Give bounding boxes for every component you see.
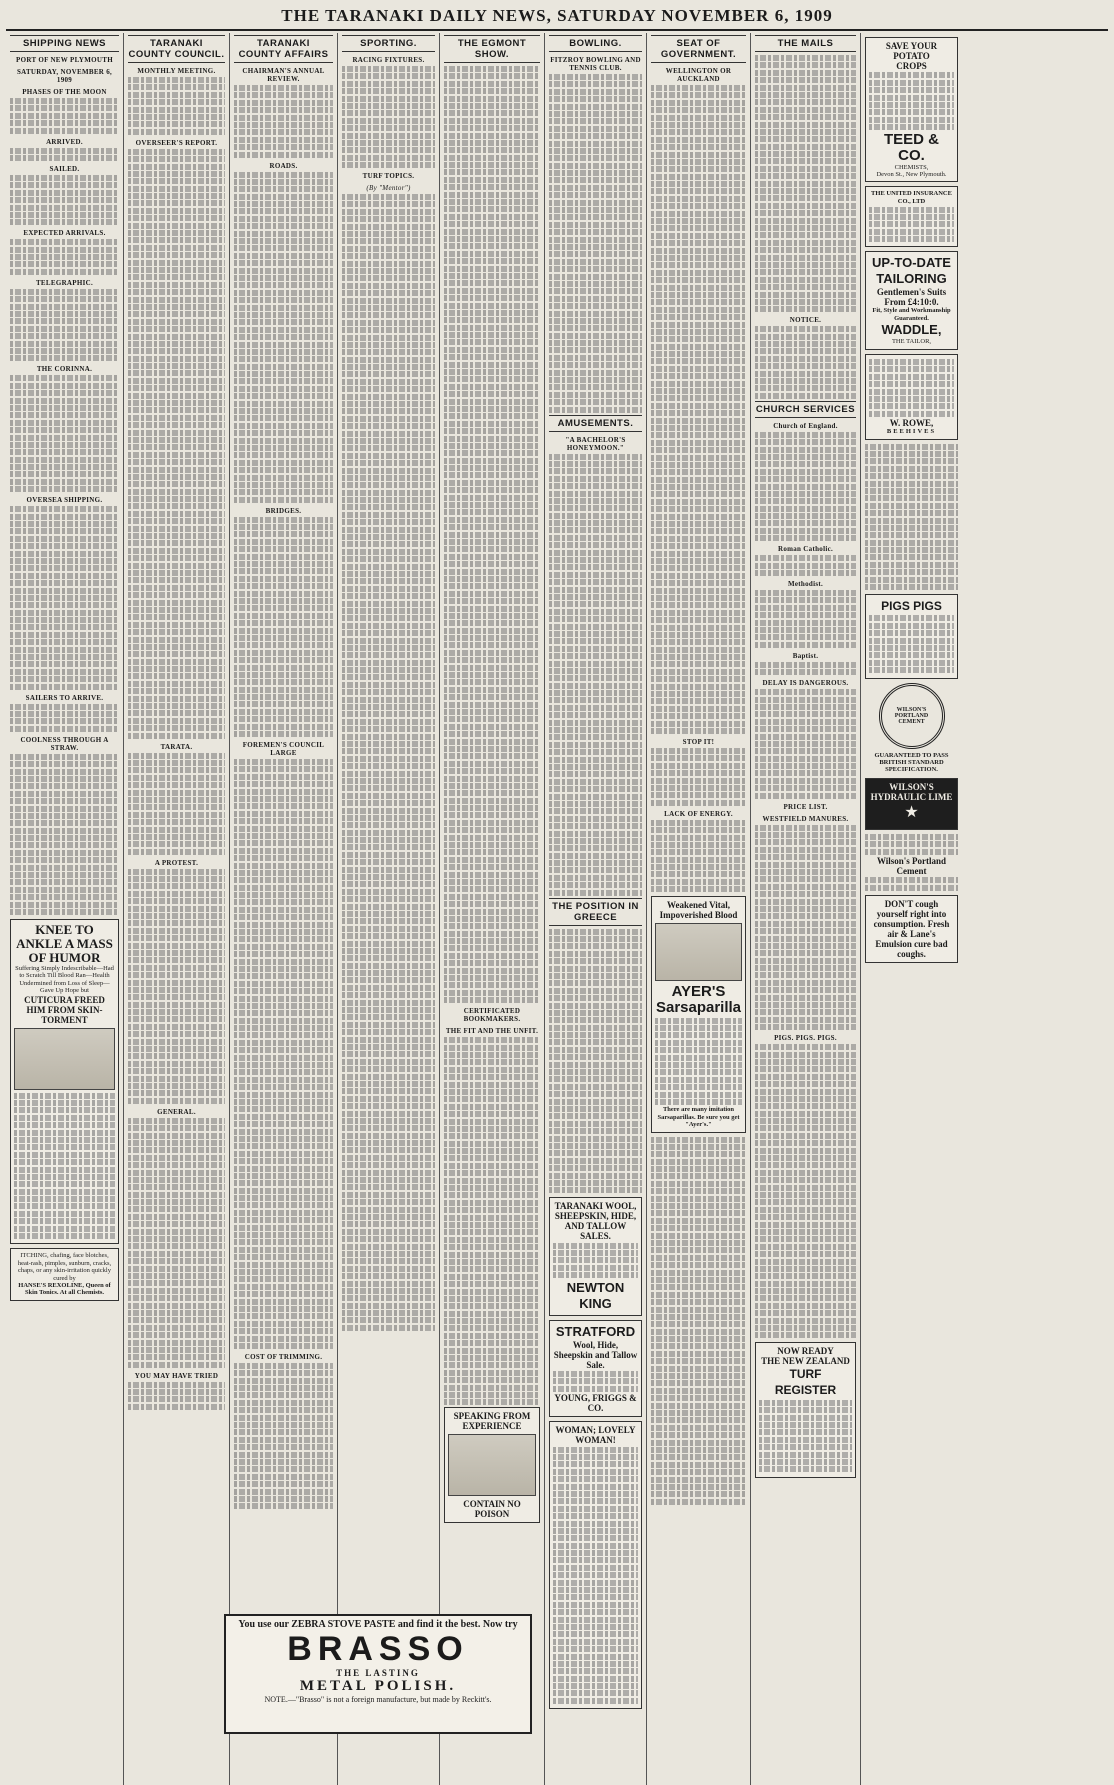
rexoline-ad — [10, 1248, 119, 1300]
uptodate: UP-TO-DATE — [872, 255, 951, 271]
coolness-head: COOLNESS THROUGH A STRAW. — [20, 735, 109, 752]
port-title: PORT OF NEW PLYMOUTH — [16, 56, 113, 64]
column-egmont — [440, 33, 545, 1785]
amusements-head: AMUSEMENTS. — [549, 415, 642, 432]
bridges-head: BRIDGES. — [265, 506, 302, 515]
notice-head: NOTICE. — [789, 316, 822, 325]
telegraphic-head: TELEGRAPHIC. — [35, 278, 94, 287]
general-head: GENERAL. — [157, 1107, 196, 1116]
pricelist-head: PRICE LIST. — [783, 802, 828, 811]
catholic-head: Roman Catholic. — [777, 545, 834, 554]
ayers-sarsaparilla: AYER'S Sarsaparilla — [655, 983, 742, 1017]
lack-energy: LACK OF ENERGY. — [664, 809, 733, 818]
wool-sale: Wool, Hide, Sheepskin and Tallow Sale. — [553, 1339, 638, 1370]
wilson-cement: Wilson's Portland Cement — [876, 855, 947, 876]
save-your: SAVE YOUR — [885, 41, 938, 51]
stop-it: STOP IT! — [682, 737, 715, 746]
pigs-ad — [865, 594, 958, 679]
portland-seal-text: WILSON'S PORTLAND CEMENT — [894, 706, 929, 725]
woman-headline: WOMAN; LOVELY WOMAN! — [555, 1425, 636, 1446]
column-mails — [751, 33, 861, 1785]
now-ready: NOW READY — [777, 1346, 834, 1357]
corinna-head: THE CORINNA. — [36, 365, 93, 374]
section-head-egmont: THE EGMONT SHOW. — [444, 35, 540, 63]
crops: CROPS — [896, 61, 927, 71]
gentlemen-suits: Gentlemen's Suits — [876, 287, 947, 298]
hydraulic-lime-ad — [865, 778, 958, 830]
delay-head: DELAY IS DANGEROUS. — [762, 679, 849, 688]
w-rowe: W. ROWE, — [889, 418, 934, 429]
you-may-have-tried: YOU MAY HAVE TRIED — [134, 1371, 219, 1380]
brasso-word: BRASSO — [287, 1630, 469, 1668]
ayers-ad — [651, 896, 746, 1132]
sailers-head: SAILERS TO ARRIVE. — [25, 693, 104, 702]
from-price: From £4:10:0. — [884, 297, 939, 308]
teed-chemists: CHEMISTS, — [894, 163, 929, 171]
protest-head: A PROTEST. — [154, 858, 199, 867]
masthead: THE TARANAKI DAILY NEWS, SATURDAY NOVEMBER 6, 1909 — [6, 4, 1108, 31]
pigs-head: PIGS. PIGS. PIGS. — [774, 1034, 837, 1043]
column-government — [647, 33, 751, 1785]
overseer-report: OVERSEER'S REPORT. — [135, 138, 218, 147]
column-council — [124, 33, 230, 1785]
fit-style: Fit, Style and Workmanship Guaranteed. — [872, 307, 951, 322]
potato: POTATO — [893, 51, 930, 61]
pigs-title: PIGS PIGS — [881, 599, 942, 614]
coe-head: Church of England. — [773, 421, 838, 430]
section-head-sporting: SPORTING. — [342, 35, 435, 52]
guaranteed-text: GUARANTEED TO PASS BRITISH STANDARD SPECIFICATION. — [874, 751, 949, 774]
brasso-line1: You use our ZEBRA STOVE PASTE and find it the best. Now try — [238, 1619, 518, 1630]
arrived-head: ARRIVED. — [46, 137, 83, 146]
section-head-shipping: SHIPPING NEWS — [10, 35, 119, 52]
turf-register: TURF REGISTER — [774, 1367, 837, 1398]
sale-ad — [549, 1197, 642, 1315]
fitzroy-club: FITZROY BOWLING AND TENNIS CLUB. — [550, 56, 641, 72]
ee-illustration — [448, 1434, 536, 1496]
insurance-ad — [865, 186, 958, 247]
weakened-headline: Weakened Vital, Impoverished Blood — [659, 900, 738, 921]
ee-top: SPEAKING FROM EXPERIENCE — [453, 1410, 531, 1431]
young-friggs: YOUNG, FRIGGS & CO. — [554, 1393, 637, 1414]
monthly-meeting: MONTHLY MEETING. — [137, 67, 216, 75]
the-tailor: THE TAILOR, — [891, 338, 932, 346]
section-head-council: TARANAKI COUNTY COUNCIL. — [128, 35, 225, 63]
tarata-head: TARATA. — [160, 742, 193, 751]
manures-head: WESTFIELD MANURES. — [762, 814, 849, 823]
shipping-date: SATURDAY, NOVEMBER 6, 1909 — [16, 68, 113, 84]
roads-head: ROADS. — [269, 161, 298, 170]
beehives-ad — [865, 354, 958, 440]
hydraulic-lime: WILSON'S HYDRAULIC LIME — [870, 781, 953, 802]
methodist-head: Methodist. — [787, 580, 824, 589]
rexoline-text: HANSE'S REXOLINE, Queen of Skin Tonics. At all Chemists. — [18, 1282, 111, 1297]
columns-grid — [6, 33, 1108, 1785]
cuticura-ad — [10, 919, 119, 1244]
cost-head: COST OF TRIMMING. — [244, 1352, 323, 1361]
wellington-auckland: WELLINGTON OR AUCKLAND — [665, 67, 732, 83]
teed-address: Devon St., New Plymouth. — [876, 170, 947, 178]
man-illustration — [14, 1028, 115, 1090]
potato-ad — [865, 37, 958, 182]
portland-seal — [879, 683, 945, 749]
turf-topics-head: TURF TOPICS. — [362, 172, 415, 181]
brasso-lasting: THE LASTING — [336, 1668, 420, 1678]
teed-co: TEED & CO. — [883, 130, 939, 164]
racing-head: RACING FIXTURES. — [352, 56, 425, 64]
beehives-vertical: BEEHIVES — [886, 428, 937, 436]
cough-ad — [865, 895, 958, 963]
insurance-title: THE UNITED INSURANCE CO., LTD — [871, 190, 952, 205]
church-head: CHURCH SERVICES — [755, 401, 856, 418]
cough-text: DON'T cough yourself right into consumption. Fresh air & Lane's Emulsion cure bad coughs. — [873, 898, 950, 959]
section-head-bowling: BOWLING. — [549, 35, 642, 52]
column-ads — [861, 33, 962, 1785]
column-affairs — [230, 33, 338, 1785]
stratford: STRATFORD — [555, 1323, 636, 1339]
imitations-note: There are many imitation Sarsaparillas. Be sure you get "Ayer's." — [657, 1106, 740, 1129]
baptist-head: Baptist. — [792, 651, 819, 660]
column-shipping — [6, 33, 124, 1785]
star-icon: ★ — [904, 803, 919, 821]
itching-text: ITCHING, chafing, face blotches, heat-rash, pimples, sunburn, cracks, chaps, or any skin-irritation quickly cured by — [17, 1252, 112, 1282]
section-head-mails: THE MAILS — [755, 35, 856, 52]
cuticura-headline: CUTICURA FREED HIM FROM SKIN-TORMENT — [24, 994, 105, 1025]
brasso-polish: METAL POLISH. — [299, 1678, 457, 1694]
bottle-illustration — [655, 923, 742, 981]
sailed-head: SAILED. — [49, 164, 80, 173]
greece-head: THE POSITION IN GREECE — [549, 898, 642, 926]
nz-line: THE NEW ZEALAND — [761, 1356, 850, 1367]
waddle: WADDLE, — [881, 322, 942, 338]
cert-bookmakers: CERTIFICATED BOOKMAKERS. — [463, 1007, 521, 1024]
column-sporting — [338, 33, 440, 1785]
brasso-ad — [224, 1614, 532, 1734]
moon-phases: PHASES OF THE MOON — [22, 88, 107, 96]
fit-unfit: THE FIT AND THE UNFIT. — [445, 1027, 539, 1036]
knee-headline: KNEE TO ANKLE A MASS OF HUMOR — [16, 921, 113, 965]
newton-king: NEWTON KING — [566, 1279, 625, 1311]
expected-head: EXPECTED ARRIVALS. — [23, 229, 106, 238]
tailoring-ad — [865, 251, 958, 349]
bachelor-head: "A BACHELOR'S HONEYMOON." — [565, 435, 626, 452]
turf-byline: (By "Mentor") — [366, 184, 411, 193]
tailoring: TAILORING — [876, 271, 947, 287]
section-head-government: SEAT OF GOVERNMENT. — [651, 35, 746, 63]
taranaki-sale: TARANAKI WOOL, SHEEPSKIN, HIDE, AND TALLOW SALES. — [554, 1201, 637, 1242]
oversea-head: OVERSEA SHIPPING. — [26, 496, 103, 505]
ee-ad — [444, 1407, 540, 1523]
review-head: CHAIRMAN'S ANNUAL REVIEW. — [242, 67, 325, 83]
woman-ad — [549, 1421, 642, 1709]
loans-head: FOREMEN'S COUNCIL LARGE — [242, 741, 325, 758]
column-bowling — [545, 33, 647, 1785]
knee-subhead: Suffering Simply Indescribable—Had to Scratch Till Blood Ran—Health Undermined from Loss of Sleep—Gave Up Hope but — [15, 964, 114, 995]
ee-bottom: CONTAIN NO POISON — [463, 1498, 521, 1519]
stratford-ad — [549, 1320, 642, 1418]
brasso-note: NOTE.—"Brasso" is not a foreign manufacture, but made by Reckitt's. — [264, 1695, 492, 1704]
turf-register-ad — [755, 1342, 856, 1477]
section-head-affairs: TARANAKI COUNTY AFFAIRS — [234, 35, 333, 63]
